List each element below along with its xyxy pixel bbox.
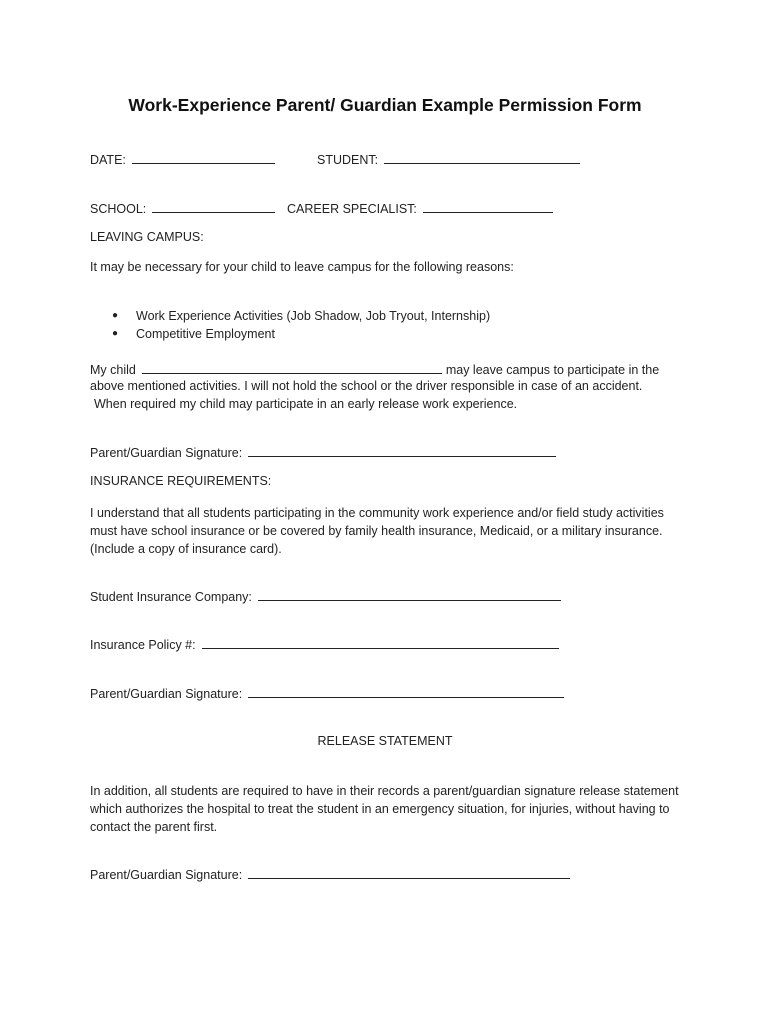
date-input-line[interactable] bbox=[132, 151, 275, 164]
consent-line-2: above mentioned activities. I will not hold the school or the driver responsible in case of an accident. bbox=[90, 379, 643, 393]
reasons-list bbox=[112, 307, 490, 343]
signature-input-line[interactable] bbox=[248, 866, 570, 879]
student-field bbox=[317, 151, 580, 167]
signature-label: Parent/Guardian Signature: bbox=[90, 868, 243, 882]
parent-signature-field-3 bbox=[90, 866, 570, 882]
career-specialist-label: CAREER SPECIALIST: bbox=[287, 202, 417, 216]
parent-signature-field-2 bbox=[90, 685, 564, 701]
date-label: DATE: bbox=[90, 153, 126, 167]
list-item bbox=[112, 307, 490, 325]
insurance-policy-label: Insurance Policy #: bbox=[90, 638, 196, 652]
consent-suffix: may leave campus to participate in the bbox=[445, 363, 660, 377]
insurance-company-input-line[interactable] bbox=[258, 588, 561, 601]
bullet-icon: ● bbox=[112, 328, 119, 339]
child-name-input-line[interactable] bbox=[142, 361, 442, 374]
student-label: STUDENT: bbox=[317, 153, 379, 167]
insurance-policy-input-line[interactable] bbox=[202, 636, 559, 649]
signature-label: Parent/Guardian Signature: bbox=[90, 446, 243, 460]
bullet-icon: ● bbox=[112, 310, 119, 321]
signature-input-line[interactable] bbox=[248, 444, 556, 457]
student-input-line[interactable] bbox=[384, 151, 580, 164]
reason-text: Competitive Employment bbox=[136, 327, 275, 341]
consent-prefix: My child bbox=[90, 363, 136, 377]
career-specialist-input-line[interactable] bbox=[423, 200, 553, 213]
insurance-company-field bbox=[90, 588, 561, 604]
leaving-campus-heading: LEAVING CAMPUS: bbox=[90, 230, 204, 244]
date-field bbox=[90, 151, 275, 167]
insurance-heading: INSURANCE REQUIREMENTS: bbox=[90, 474, 272, 488]
release-paragraph: In addition, all students are required to have in their records a parent/guardian signature release statement which authorizes the hospital to treat the student in an emergency situation, for injuries, without having to contact the parent first. bbox=[90, 784, 679, 834]
consent-line-3: When required my child may participate in an early release work experience. bbox=[94, 397, 518, 411]
insurance-paragraph: I understand that all students participating in the community work experience and/or field study activities must have school insurance or be covered by family health insurance, Medicaid, or a military insurance. (Include a copy of insurance card). bbox=[90, 506, 664, 556]
school-field bbox=[90, 200, 275, 216]
leaving-campus-intro: It may be necessary for your child to leave campus for the following reasons: bbox=[90, 260, 514, 274]
insurance-company-label: Student Insurance Company: bbox=[90, 590, 252, 604]
reason-text: Work Experience Activities (Job Shadow, Job Tryout, Internship) bbox=[136, 309, 491, 323]
signature-label: Parent/Guardian Signature: bbox=[90, 687, 243, 701]
career-specialist-field bbox=[287, 200, 553, 216]
school-label: SCHOOL: bbox=[90, 202, 147, 216]
release-heading: RELEASE STATEMENT bbox=[317, 734, 453, 748]
parent-signature-field-1 bbox=[90, 444, 556, 460]
insurance-policy-field bbox=[90, 636, 559, 652]
school-input-line[interactable] bbox=[152, 200, 275, 213]
page-title: Work-Experience Parent/ Guardian Example Permission Form bbox=[128, 95, 642, 115]
list-item bbox=[112, 325, 490, 343]
signature-input-line[interactable] bbox=[248, 685, 564, 698]
consent-line-1 bbox=[90, 361, 659, 377]
